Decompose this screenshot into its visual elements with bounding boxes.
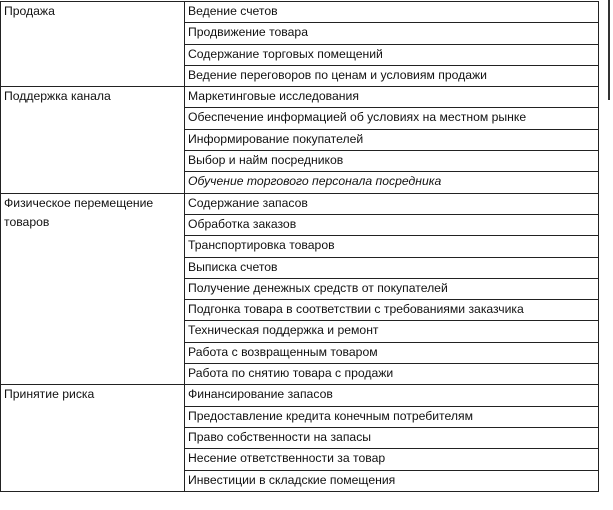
group-label: Продажа	[4, 4, 55, 18]
function-cell	[185, 87, 599, 108]
function-cell	[185, 193, 599, 214]
group-cell	[1, 193, 185, 385]
function-cell	[185, 427, 599, 448]
function-label: Право собственности на запасы	[188, 429, 372, 444]
function-label: Предоставление кредита конечным потребителям	[188, 408, 473, 423]
function-label: Обеспечение информацией об условиях на местном рынке	[188, 110, 527, 125]
function-label: Работа с возвращенным товаром	[188, 344, 378, 359]
function-label: Обработка заказов	[188, 216, 297, 231]
function-label: Информирование покупателей	[188, 131, 364, 146]
table-row	[1, 87, 599, 108]
function-cell	[185, 108, 599, 129]
group-cell	[1, 385, 185, 491]
function-cell	[185, 385, 599, 406]
function-label: Подгонка товара в соответствии с требованиями заказчика	[188, 302, 524, 317]
function-cell	[185, 172, 599, 193]
function-label: Выбор и найм посредников	[188, 153, 344, 168]
function-cell	[185, 342, 599, 363]
function-label: Ведение счетов	[188, 4, 278, 18]
function-label: Обучение торгового персонала посредника	[188, 174, 442, 189]
function-cell	[185, 44, 599, 65]
group-cell	[1, 87, 185, 193]
function-cell	[185, 23, 599, 44]
function-cell	[185, 2, 599, 23]
function-label: Техническая поддержка и ремонт	[188, 323, 379, 338]
function-cell	[185, 278, 599, 299]
function-label: Инвестиции в складские помещения	[188, 472, 396, 487]
table-row	[1, 385, 599, 406]
function-cell	[185, 65, 599, 86]
group-cell	[1, 2, 185, 87]
function-label: Выписка счетов	[188, 259, 278, 274]
function-label: Продвижение товара	[188, 25, 308, 40]
function-cell	[185, 406, 599, 427]
function-cell	[185, 257, 599, 278]
function-cell	[185, 214, 599, 235]
function-label: Работа по снятию товара с продажи	[188, 366, 394, 381]
function-label: Получение денежных средств от покупателей	[188, 280, 448, 295]
function-label: Маркетинговые исследования	[188, 89, 359, 104]
function-cell	[185, 236, 599, 257]
function-cell	[185, 129, 599, 150]
scan-edge-mark	[608, 0, 610, 100]
function-cell	[185, 151, 599, 172]
group-label: Физическое перемещение товаров	[4, 195, 154, 229]
function-cell	[185, 321, 599, 342]
function-cell	[185, 470, 599, 491]
group-label: Поддержка канала	[4, 89, 111, 104]
table-row	[1, 193, 599, 214]
function-label: Финансирование запасов	[188, 387, 333, 402]
function-label: Содержание запасов	[188, 195, 308, 210]
group-label: Принятие риска	[4, 387, 95, 402]
document-page	[0, 1, 598, 492]
table-row	[1, 2, 599, 23]
function-label: Транспортировка товаров	[188, 238, 335, 253]
function-label: Несение ответственности за товар	[188, 451, 386, 466]
function-label: Ведение переговоров по ценам и условиям продажи	[188, 67, 487, 82]
function-cell	[185, 364, 599, 385]
function-label: Содержание торговых помещений	[188, 46, 383, 61]
channel-functions-table	[0, 1, 599, 492]
function-cell	[185, 449, 599, 470]
table-body	[1, 2, 599, 492]
function-cell	[185, 300, 599, 321]
